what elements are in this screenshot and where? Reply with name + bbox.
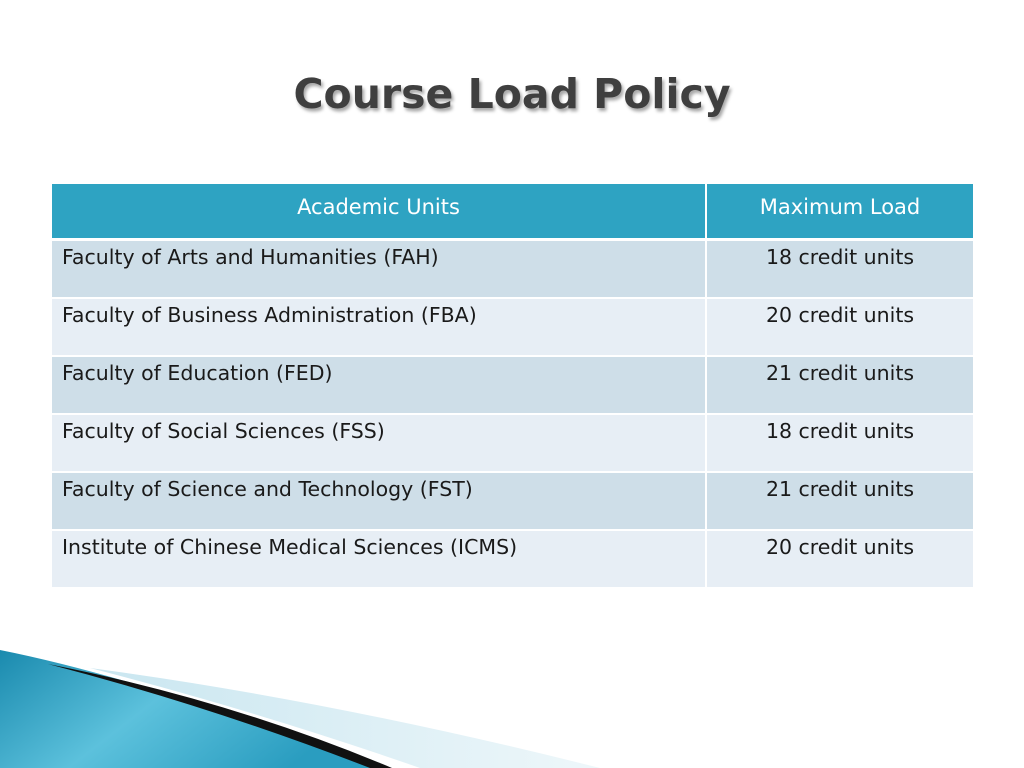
header-maximum-load: Maximum Load xyxy=(706,184,973,240)
maximum-load-cell: 18 credit units xyxy=(706,240,973,299)
maximum-load-cell: 20 credit units xyxy=(706,298,973,356)
academic-unit-cell: Faculty of Science and Technology (FST) xyxy=(52,472,706,530)
maximum-load-cell: 18 credit units xyxy=(706,414,973,472)
academic-unit-cell: Faculty of Education (FED) xyxy=(52,356,706,414)
slide-title: Course Load Policy xyxy=(293,70,731,118)
header-academic-units: Academic Units xyxy=(52,184,706,240)
maximum-load-cell: 20 credit units xyxy=(706,530,973,588)
maximum-load-cell: 21 credit units xyxy=(706,472,973,530)
academic-unit-cell: Institute of Chinese Medical Sciences (ICMS) xyxy=(52,530,706,588)
academic-unit-cell: Faculty of Social Sciences (FSS) xyxy=(52,414,706,472)
academic-unit-cell: Faculty of Business Administration (FBA) xyxy=(52,298,706,356)
academic-unit-cell: Faculty of Arts and Humanities (FAH) xyxy=(52,240,706,299)
maximum-load-cell: 21 credit units xyxy=(706,356,973,414)
